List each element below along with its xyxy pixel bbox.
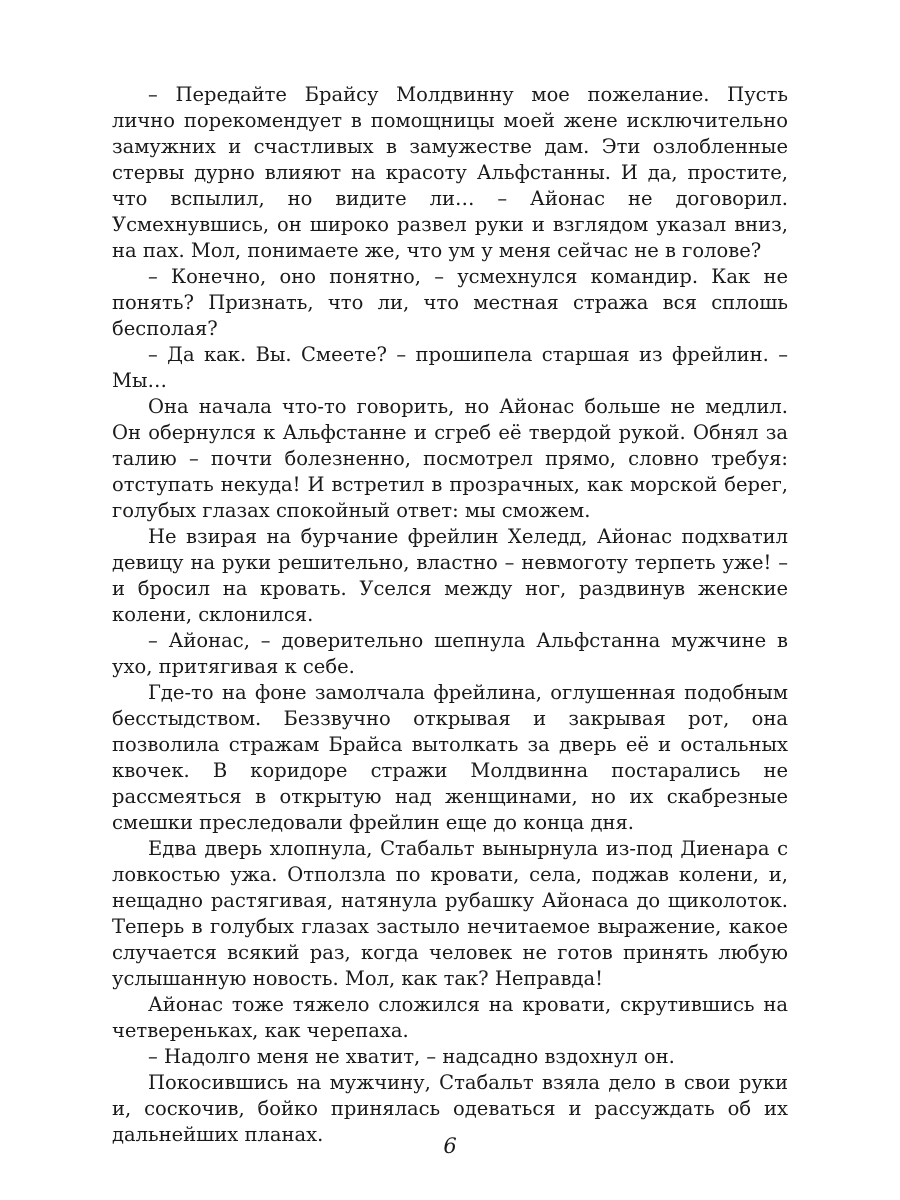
paragraph: – Надолго меня не хватит, – надсадно вздохнул он. xyxy=(148,1045,675,1068)
body-text xyxy=(112,82,788,1148)
paragraph: – Айонас, – доверительно шепнула Альфстанна мужчине в ухо, притягивая к себе. xyxy=(112,629,788,678)
paragraph: Не взирая на бурчание фрейлин Хеледд, Айонас подхватил девицу на руки решительно, властно – невмоготу терпеть уже! – и бросил на кровать. Уселся между ног, раздвинув женские колени, склонился. xyxy=(112,525,788,626)
paragraph: Где-то на фоне замолчала фрейлина, оглушенная подобным бесстыдством. Беззвучно открывая и закрывая рот, она позволила стражам Брайса вытолкать за дверь её и остальных квочек. В коридоре стражи Молдвинна постарались не рассмеяться в открытую над женщинами, но их скабрезные смешки преследовали фрейлин еще до конца дня. xyxy=(112,681,788,834)
paragraph: – Передайте Брайсу Молдвинну мое пожелание. Пусть лично порекомендует в помощницы моей жене исключительно замужних и счастливых в замужестве дам. Эти озлобленные стервы дурно влияют на красоту Альфстанны. И да, простите, что вспылил, но видите ли… – Айонас не договорил. Усмехнувшись, он широко развел руки и взглядом указал вниз, на пах. Мол, понимаете же, что ум у меня сейчас не в голове? xyxy=(112,83,788,262)
paragraph: Она начала что-то говорить, но Айонас больше не медлил. Он обернулся к Альфстанне и сгреб её твердой рукой. Обнял за талию – почти болезненно, посмотрел прямо, словно требуя: отступать некуда! И встретил в прозрачных, как морской берег, голубых глазах спокойный ответ: мы сможем. xyxy=(112,395,788,522)
paragraph: – Конечно, оно понятно, – усмехнулся командир. Как не понять? Признать, что ли, что местная стража вся сплошь бесполая? xyxy=(112,265,788,340)
paragraph: Айонас тоже тяжело сложился на кровати, скрутившись на четвереньках, как черепаха. xyxy=(112,993,788,1042)
paragraph: Покосившись на мужчину, Стабальт взяла дело в свои руки и, соскочив, бойко принялась одеваться и рассуждать об их дальнейших планах. xyxy=(112,1071,788,1146)
page-number: 6 xyxy=(443,1134,457,1158)
paragraph: Едва дверь хлопнула, Стабальт вынырнула из-под Диенара с ловкостью ужа. Отползла по кровати, села, поджав колени, и, нещадно растягивая, натянула рубашку Айонаса до щиколоток. Теперь в голубых глазах застыло нечитаемое выражение, какое случается всякий раз, когда человек не готов принять любую услышанную новость. Мол, как так? Неправда! xyxy=(112,837,788,990)
paragraph: – Да как. Вы. Смеете? – прошипела старшая из фрейлин. – Мы… xyxy=(112,343,788,392)
